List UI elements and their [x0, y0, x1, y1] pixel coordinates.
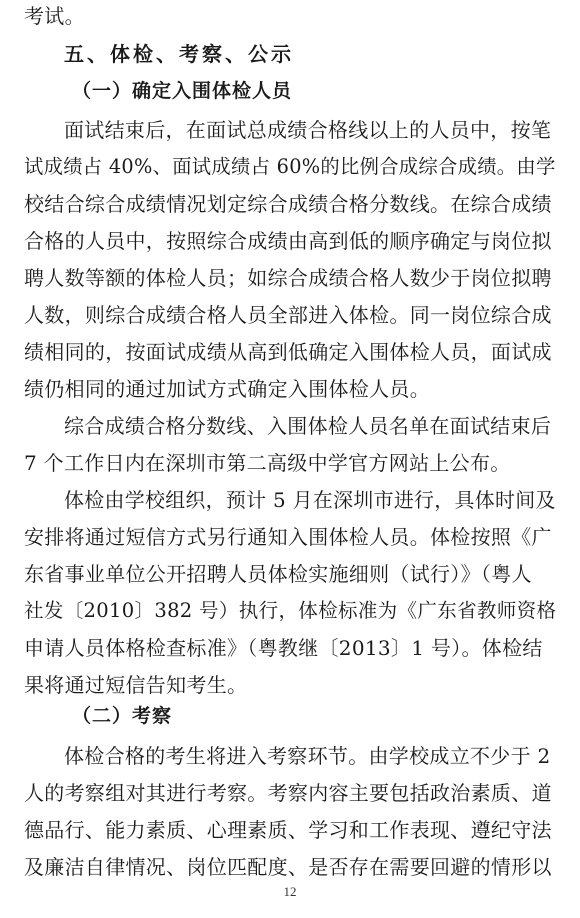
paragraph-3-line: 安排将通过短信方式另行通知入围体检人员。体检按照《广 — [24, 525, 552, 549]
lead-line: 考试。 — [24, 4, 85, 28]
paragraph-1-line: 绩相同的，按面试成绩从高到低确定入围体检人员，面试成 — [24, 340, 552, 364]
paragraph-4-line: 人的考察组对其进行考察。考察内容主要包括政治素质、道 — [24, 781, 552, 805]
paragraph-3-line: 东省事业单位公开招聘人员体检实施细则（试行）》（粤人 — [24, 562, 532, 586]
paragraph-1-line: 校结合综合成绩情况划定综合成绩合格分数线。在综合成绩 — [24, 192, 552, 216]
paragraph-3-line: 申请人员体格检查标准》（粤教继〔2013〕1 号）。体检结 — [24, 636, 543, 660]
paragraph-2-line: 7 个工作日内在深圳市第二高级中学官方网站上公布。 — [24, 451, 511, 475]
subsection-title-1: （一）确定入围体检人员 — [72, 80, 293, 102]
paragraph-2-line: 综合成绩合格分数线、入围体检人员名单在面试结束后 — [64, 414, 552, 438]
paragraph-1-line: 绩仍相同的通过加试方式确定入围体检人员。 — [24, 377, 430, 401]
paragraph-3-line: 社发〔2010〕382 号）执行，体检标准为《广东省教师资格 — [24, 599, 557, 622]
subsection-title-2: （二）考察 — [72, 705, 173, 727]
paragraph-1-line: 合格的人员中，按照综合成绩由高到低的顺序确定与岗位拟 — [24, 229, 552, 253]
paragraph-3-line: 体检由学校组织，预计 5 月在深圳市进行，具体时间及 — [64, 488, 556, 512]
paragraph-1-line: 聘人数等额的体检人员；如综合成绩合格人数少于岗位拟聘 — [24, 266, 552, 290]
paragraph-4-line: 及廉洁自律情况、岗位匹配度、是否存在需要回避的情形以 — [24, 855, 552, 879]
paragraph-3-line: 果将通过短信告知考生。 — [24, 673, 248, 697]
paragraph-4-line: 德品行、能力素质、心理素质、学习和工作表现、遵纪守法 — [24, 818, 552, 842]
page-number: 12 — [283, 884, 297, 899]
paragraph-4-line: 体检合格的考生将进入考察环节。由学校成立不少于 2 — [64, 744, 551, 768]
paragraph-1-line: 面试结束后，在面试总成绩合格线以上的人员中，按笔 — [64, 118, 552, 142]
paragraph-1-line: 试成绩占 40%、面试成绩占 60%的比例合成综合成绩。由学 — [24, 155, 556, 178]
paragraph-1-line: 人数，则综合成绩合格人员全部进入体检。同一岗位综合成 — [24, 303, 552, 327]
section-title: 五、体检、考察、公示 — [64, 42, 294, 66]
